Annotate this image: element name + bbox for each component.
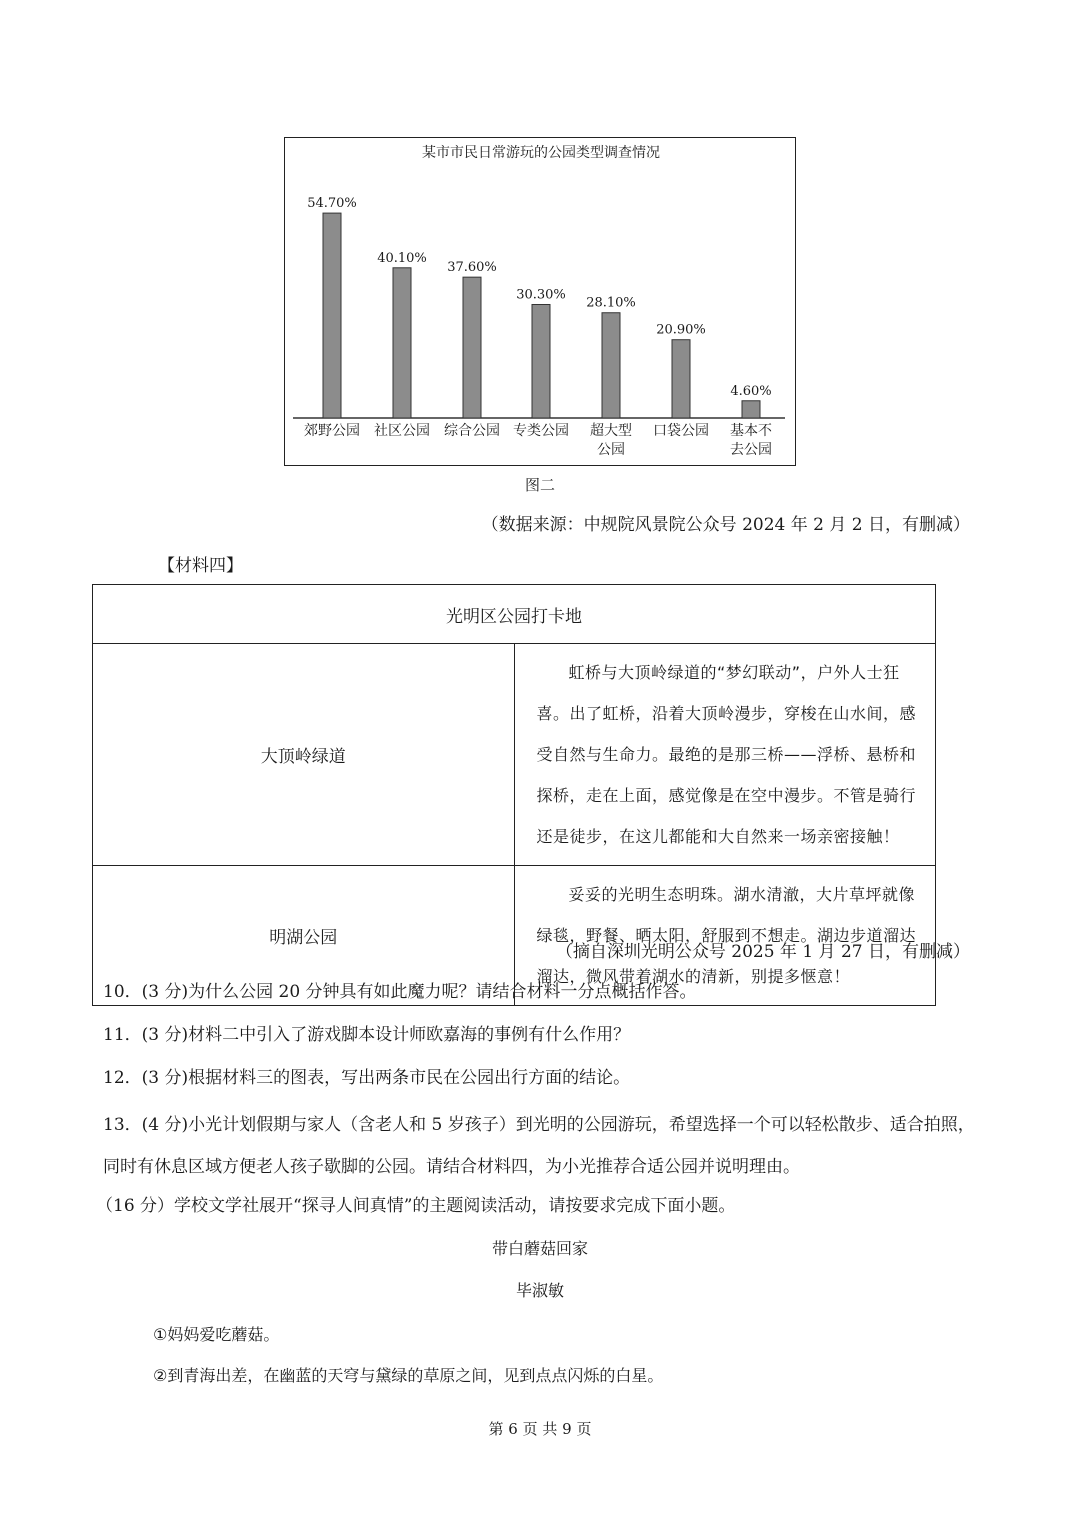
bar	[463, 277, 481, 418]
data-label: 4.60%	[730, 383, 772, 399]
article-paragraph-1: ①妈妈爱吃蘑菇。	[153, 1325, 280, 1344]
bar	[672, 340, 690, 418]
question-11: 11．(3 分)材料二中引入了游戏脚本设计师欧嘉海的事例有什么作用？	[103, 1025, 631, 1045]
question-10: 10．(3 分)为什么公园 20 分钟具有如此魔力呢？请结合材料一分点概括作答。	[103, 982, 697, 1002]
data-label: 40.10%	[377, 250, 427, 266]
table-row	[93, 644, 936, 866]
data-label: 20.90%	[656, 322, 706, 338]
table-header: 光明区公园打卡地	[93, 585, 936, 644]
bar	[602, 313, 620, 418]
tick-label: 口袋公园	[653, 423, 709, 439]
tick-label: 综合公园	[444, 423, 500, 439]
bar	[532, 304, 550, 418]
article-author: 毕淑敏	[515, 1281, 564, 1300]
tick-label: 基本不	[730, 423, 772, 439]
tick-label: 公园	[597, 442, 625, 458]
tick-label: 专类公园	[513, 423, 569, 439]
data-source-note: （数据来源：中规院风景院公众号 2024 年 2 月 2 日，有删减）	[481, 515, 970, 535]
bar	[393, 268, 411, 418]
question-13: 13．(4 分)小光计划假期与家人（含老人和 5 岁孩子）到光明的公园游玩，希望选择一个可以轻松散步、适合拍照，同时有休息区域方便老人孩子歇脚的公园。请结合材料四，为小光推荐合适公园并说明理由。	[103, 1115, 975, 1177]
data-label: 54.70%	[307, 196, 357, 212]
table-source-note: （摘自深圳光明公众号 2025 年 1 月 27 日，有删减）	[555, 942, 970, 962]
bar	[742, 401, 760, 418]
data-label: 30.30%	[516, 287, 566, 303]
tick-label: 去公园	[730, 442, 772, 458]
park-description: 妥妥的光明生态明珠。湖水清澈，大片草坪就像绿毯，野餐、晒太阳，舒服到不想走。湖边步道溜达溜达，微风带着湖水的清新，别提多惬意！	[514, 866, 936, 1006]
data-label: 28.10%	[586, 295, 636, 311]
chart-canvas	[285, 138, 797, 467]
park-name: 明湖公园	[93, 866, 515, 1006]
question-12: 12．(3 分)根据材料三的图表，写出两条市民在公园出行方面的结论。	[103, 1068, 631, 1088]
park-name: 大顶岭绿道	[93, 644, 515, 866]
data-label: 37.60%	[447, 260, 497, 276]
chart-title: 某市市民日常游玩的公园类型调查情况	[422, 145, 660, 161]
figure-caption: 图二	[524, 476, 555, 494]
bar-chart	[284, 137, 796, 466]
material-four-title: 【材料四】	[158, 556, 243, 576]
article-paragraph-2: ②到青海出差，在幽蓝的天穹与黛绿的草原之间，见到点点闪烁的白星。	[153, 1366, 664, 1385]
page-footer: 第 6 页 共 9 页	[488, 1420, 592, 1438]
article-title: 带白蘑菇回家	[491, 1239, 588, 1258]
bar	[323, 213, 341, 418]
tick-label: 超大型	[590, 423, 632, 439]
section-intro: （16 分）学校文学社展开“探寻人间真情”的主题阅读活动，请按要求完成下面小题。	[96, 1196, 736, 1216]
park-description: 虹桥与大顶岭绿道的“梦幻联动”，户外人士狂喜。出了虹桥，沿着大顶岭漫步，穿梭在山水间，感受自然与生命力。最绝的是那三桥——浮桥、悬桥和探桥，走在上面，感觉像是在空中漫步。不管是骑行还是徒步，在这儿都能和大自然来一场亲密接触！	[514, 644, 936, 866]
tick-label: 郊野公园	[304, 423, 360, 439]
tick-label: 社区公园	[374, 423, 430, 439]
